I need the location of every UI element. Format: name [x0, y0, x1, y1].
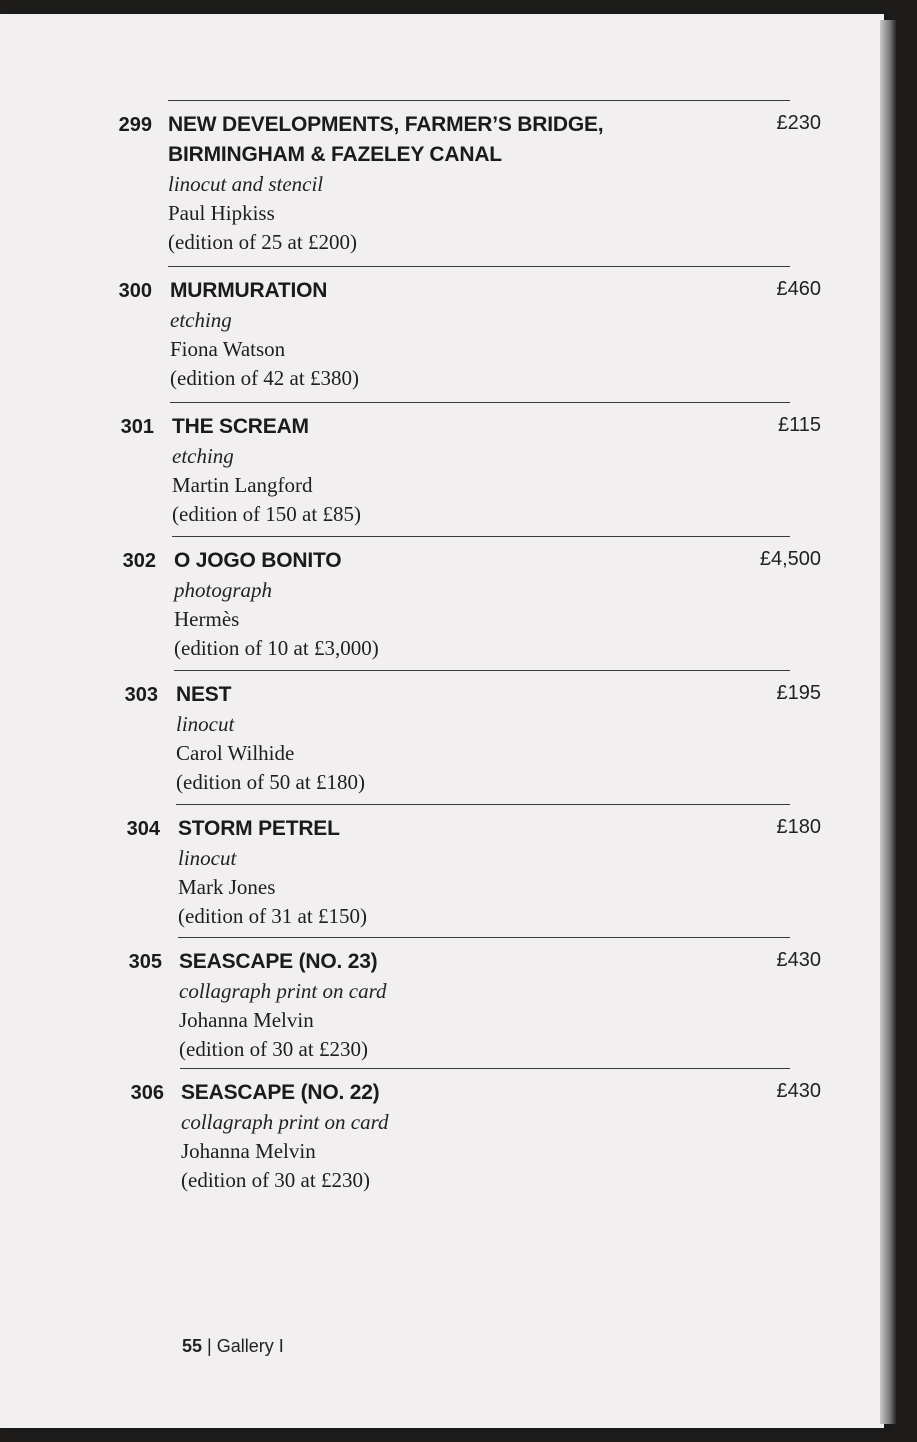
- entry-number: 301: [120, 416, 154, 438]
- page-edge: [880, 20, 896, 1424]
- entry-divider: [176, 804, 790, 805]
- entry-divider: [172, 536, 790, 537]
- entry-number: 303: [124, 684, 158, 706]
- entry-edition: (edition of 50 at £180): [176, 770, 365, 794]
- entry-divider: [174, 670, 790, 671]
- entry-edition: (edition of 42 at £380): [170, 366, 359, 390]
- entry-medium: linocut and stencil: [168, 172, 324, 196]
- entry-edition: (edition of 25 at £200): [168, 230, 357, 254]
- entry-price: £180: [776, 816, 821, 838]
- entry-title: O JOGO BONITO: [174, 549, 342, 572]
- entry-title: NEW DEVELOPMENTS, FARMER’S BRIDGE,: [168, 113, 604, 136]
- entry-artist: Hermès: [174, 607, 240, 631]
- entry-title: SEASCAPE (NO. 22): [181, 1081, 380, 1104]
- entry-price: £115: [777, 414, 821, 436]
- entry-artist: Paul Hipkiss: [168, 201, 275, 225]
- entry-edition: (edition of 30 at £230): [179, 1037, 368, 1061]
- entry-number: 306: [130, 1082, 164, 1104]
- entry-divider: [168, 100, 790, 101]
- catalogue-page: [0, 14, 884, 1428]
- entry-divider: [170, 402, 790, 403]
- entry-medium: linocut: [178, 846, 237, 870]
- entry-title: BIRMINGHAM & FAZELEY CANAL: [168, 143, 502, 166]
- section-label: | Gallery I: [207, 1336, 284, 1356]
- page-number: 55: [182, 1336, 203, 1356]
- entry-medium: etching: [170, 308, 232, 332]
- entry-price: £4,500: [759, 548, 821, 570]
- entry-artist: Mark Jones: [178, 875, 276, 899]
- entry-divider: [178, 937, 790, 938]
- entry-artist: Carol Wilhide: [176, 741, 295, 765]
- entry-edition: (edition of 31 at £150): [178, 904, 367, 928]
- entry-number: 305: [128, 951, 162, 973]
- entry-medium: linocut: [176, 712, 235, 736]
- entry-medium: collagraph print on card: [181, 1110, 389, 1134]
- entry-title: MURMURATION: [170, 279, 328, 302]
- entry-price: £430: [776, 1080, 821, 1102]
- entry-edition: (edition of 150 at £85): [172, 502, 361, 526]
- entry-number: 304: [126, 818, 160, 840]
- entry-artist: Johanna Melvin: [181, 1139, 316, 1163]
- entry-number: 300: [118, 280, 152, 302]
- entry-price: £195: [776, 682, 821, 704]
- entry-title: THE SCREAM: [172, 415, 309, 438]
- entry-medium: collagraph print on card: [179, 979, 387, 1003]
- entry-divider: [168, 266, 790, 267]
- entry-title: SEASCAPE (NO. 23): [179, 950, 378, 973]
- entry-medium: photograph: [174, 578, 273, 602]
- entry-artist: Fiona Watson: [170, 337, 286, 361]
- page-footer: [182, 1336, 284, 1357]
- entry-divider: [180, 1068, 790, 1069]
- entry-edition: (edition of 30 at £230): [181, 1168, 370, 1192]
- entry-price: £430: [776, 949, 821, 971]
- entry-edition: (edition of 10 at £3,000): [174, 636, 379, 660]
- entry-number: 302: [122, 550, 156, 572]
- entry-medium: etching: [172, 444, 234, 468]
- entry-price: £460: [776, 278, 821, 300]
- entry-artist: Martin Langford: [172, 473, 313, 497]
- entry-number: 299: [118, 114, 152, 136]
- entry-title: STORM PETREL: [178, 817, 340, 840]
- entry-artist: Johanna Melvin: [179, 1008, 314, 1032]
- entry-price: £230: [776, 112, 821, 134]
- entry-title: NEST: [176, 683, 232, 706]
